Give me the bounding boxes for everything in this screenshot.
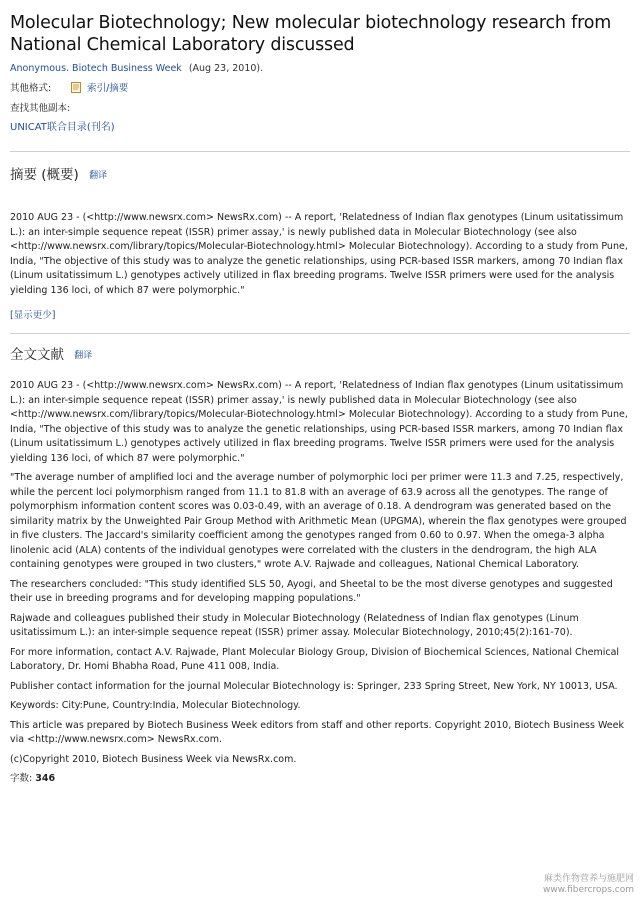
other-formats-label: 其他格式: <box>10 83 52 94</box>
find-copies-label: 查找其他副本: <box>10 103 71 114</box>
divider <box>10 333 630 334</box>
unicat-link[interactable]: UNICAT联合目录(刊名) <box>10 122 115 133</box>
abstract-heading <box>10 166 630 185</box>
word-count-value: 346 <box>35 773 56 784</box>
fulltext-paragraph: Publisher contact information for the journal Molecular Biotechnology is: Springer, 233 Spring Street, New York, NY 10013, USA. <box>10 680 618 692</box>
unicat-row <box>10 121 630 135</box>
fulltext-paragraph: 2010 AUG 23 - (<http://www.newsrx.com> NewsRx.com) -- A report, 'Relatedness of Indian flax genotypes (Linum usitatissimum L.): an inter-simple sequence repeat (ISSR) primer assay,' is newly published data in Molecular Biotechnology (see also <http://www.newsrx.com/library/topics/Molecular-Biotechnology.html> Molecular Biotechnology). According to a study from Pune, India, "The objective of this study was to analyze the genetic relationships, using PCR-based ISSR markers, among 70 Indian flax (Linum usitatissimum L.) genotypes actively utilized in flax breeding programs. Twelve ISSR primers were used for the analysis yielding 136 loci, of which 87 were polymorphic." <box>10 380 628 464</box>
fulltext-paragraph: For more information, contact A.V. Rajwade, Plant Molecular Biology Group, Division of Biochemical Sciences, National Chemical Laboratory, Dr. Homi Bhabha Road, Pune 411 008, India. <box>10 646 620 672</box>
word-count-label: 字数: <box>10 773 33 784</box>
fulltext-paragraph: Keywords: City:Pune, Country:India, Molecular Biotechnology. <box>10 700 301 711</box>
fulltext-paragraph: The researchers concluded: "This study identified SLS 50, Ayogi, and Sheetal to be the most diverse genotypes and suggested their use in breeding programs and for developing mapping populations." <box>10 578 613 604</box>
document-icon <box>71 82 81 93</box>
abstract-heading-text: 摘要 (概要) <box>10 167 79 183</box>
publication-date: (Aug 23, 2010). <box>188 63 264 74</box>
document-page <box>10 12 630 784</box>
show-less-link[interactable]: [显示更少] <box>10 310 56 321</box>
divider <box>10 151 630 152</box>
fulltext-paragraph: This article was prepared by Biotech Business Week editors from staff and other reports. Copyright 2010, Biotech Business Week via <http://www.newsrx.com> NewsRx.com. <box>10 719 624 745</box>
citation-abstract-link[interactable]: 索引/摘要 <box>87 83 129 94</box>
find-copies-row <box>10 102 630 116</box>
watermark-line: www.fibercrops.com <box>543 885 634 895</box>
abstract-text: 2010 AUG 23 - (<http://www.newsrx.com> NewsRx.com) -- A report, 'Relatedness of Indian flax genotypes (Linum usitatissimum L.): an inter-simple sequence repeat (ISSR) primer assay,' is newly published data in Molecular Biotechnology (see also <http://www.newsrx.com/library/topics/Molecular-Biotechnology.html> Molecular Biotechnology). According to a study from Pune, India, "The objective of this study was to analyze the genetic relationships, using PCR-based ISSR markers, among 70 Indian flax (Linum usitatissimum L.) genotypes actively utilized in flax breeding programs. Twelve ISSR primers were used for the analysis yielding 136 loci, of which 87 were polymorphic." <box>10 212 628 296</box>
fulltext-heading <box>10 346 630 365</box>
word-count <box>10 770 630 784</box>
fulltext-paragraph: "The average number of amplified loci and the average number of polymorphic loci per primer were 11.3 and 7.25, respectively, while the percent loci polymorphism ranged from 11.1 to 81.8 with an average of 63.9 across all the genotypes. The range of polymorphism information content scores was 0.03-0.49, with an average of 0.18. A dendrogram was generated based on the similarity matrix by the Unweighted Pair Group Method with Arithmetic Mean (UPGMA), wherein the flax genotypes were grouped in five clusters. The Jaccard's similarity coefficient among the genotypes ranged from 0.60 to 0.97. When the omega-3 alpha linolenic acid (ALA) contents of the individual genotypes were correlated with the clusters in the dendrogram, the high ALA containing genotypes were grouped in two clusters," wrote A.V. Rajwade and colleagues, National Chemical Laboratory. <box>10 472 627 570</box>
article-title: Molecular Biotechnology; New molecular biotechnology research from National Chemical Laboratory discussed <box>10 13 612 55</box>
author-source-link[interactable]: Anonymous. Biotech Business Week <box>10 63 182 74</box>
fulltext-translate-link[interactable]: 翻译 <box>74 351 93 361</box>
site-watermark <box>543 874 634 896</box>
fulltext-heading-text: 全文文献 <box>10 347 64 363</box>
other-formats-row <box>10 82 630 96</box>
fulltext-paragraph: (c)Copyright 2010, Biotech Business Week via NewsRx.com. <box>10 753 297 765</box>
byline <box>10 62 630 76</box>
abstract-translate-link[interactable]: 翻译 <box>89 171 108 181</box>
fulltext-paragraph: Rajwade and colleagues published their study in Molecular Biotechnology (Relatedness of Indian flax genotypes (Linum usitatissimum L.): an inter-simple sequence repeat (ISSR) primer assay. Molecular Biotechnology, 2010;45(2):161-70). <box>10 612 579 638</box>
watermark-line: 麻类作物营养与施肥网 <box>543 874 634 884</box>
